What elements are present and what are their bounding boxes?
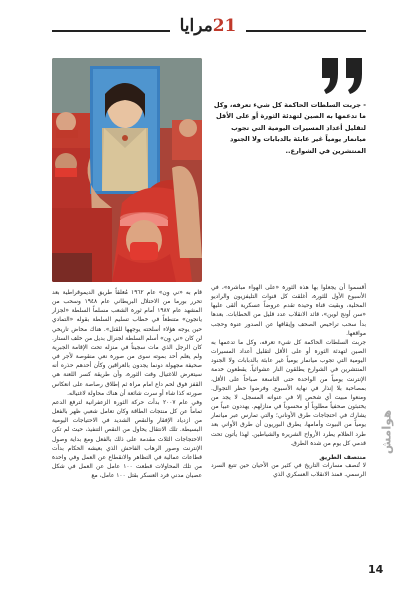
page-header bbox=[0, 0, 417, 46]
protest-photo bbox=[52, 58, 202, 282]
magazine-name: مرايا bbox=[179, 16, 213, 36]
magazine-title bbox=[176, 16, 240, 36]
right-paragraph-3: لا تُنصف مسارات التاريخ في كثير من الأحيان حين تتبع السرد الرسمي. فمنذ الانقلاب العسكري الذي bbox=[211, 462, 366, 479]
right-paragraph-2: جربت السلطات الحاكمة كل شيء تعرفه، وكل ما تدعمها به الصين لتهدئة الثورة أو على الأقل لتقليل أعداد المسيرات اليومية التي تجوب ميانمار يومياً غير عابئة بالدبابات ولا الجنود المنتشرين في الشوارع يطلقون النار عشوائياً. يقطعون خدمة الإنترنت يومياً من الواحدة حتى التاسعة صباحاً على الأقل، بمصاحبة بلا إنذار في نهاية الأسبوع. وفرضوا حظر التجوال. ومنعوا مبيت أي شخص إلا في عنوانه المسجل، لا يجد من يختبئون صحفياً مطلوباً أو محسوباً في منازلهم. يهددون عبياً من يشارك في احتجاجات طرق الأوناني؛ والتي تمارس عبر ميانمار يومياً من البيوت وأمامها، يطرق البوريون أن طرق الأواني بعد طرد الظلام يطرد الأرواح الشريرة والشياطين. لهذا يأتون تحت قدمي كل يوم من شدة الطرق. bbox=[211, 339, 366, 447]
left-paragraph-1: قام به «ني وِن» عام ١٩٦٢ مُغلقاً طريق الديموقراطية بعد تحرر بورما من الاحتلال البريطاني عام ١٩٤٨ وسحب من المشهد عام ١٩٨٧ أمام ثورة الشعب مسلماً السلطة «لجزار يانجون» متنطعاً في خطاب تسليم السلطة بقوله «التمادي حين يوجه هؤلاء أسلحته يوجهها للقتل». هناك مخاض تاريخي لن كان «ني وِن» أسلم السلطة لجنرال بديل من خلف الستار. كان الرجل الذي مات سجيناً في منزله تحت الإقامة الجبرية ولم يعلم أحد بموته سوى من صورة نعي منقوصة لأجر في صحيفة مجهولة دونما يجدون بالعراقين وكأن أحدهم حذره أنه سيتعرض للاغتيال وقت الثورة، وأن طريقة كسر اللعنة هي القفز فوق لحم داع امام مراة ثم إطلاق رصاصة على انعكاس صورته كذا شاء أو سرت شائعة أن هناك محاولة لاغتياله. bbox=[52, 290, 202, 397]
header-rule-left bbox=[52, 30, 170, 32]
right-paragraph-1: أقسموا أن يجعلوا بها هذه الثورة «على الهواء مباشرة»، في الأسبوع الأول للثورة، أغلقت كل قنوات التليفزيون والراديو المحلية، وبقيت قناة وحيدة تقدم عروضاً عسكرية ألقى عليها «سن أونج لوين»، قائد الانقلاب عدد قليل من الخطابات. بعدها بدأ سحب تراخيص الصحف وإيقافها عن الصدور عنوة وحجب مواقعها. bbox=[211, 285, 366, 337]
page-number: 14 bbox=[368, 563, 384, 576]
article-column-right bbox=[211, 284, 366, 480]
left-paragraph-2: وفي عام ٢٠٠٧ بدأت حركة الثورة الزعفرانية لترفع الدعم تماماً عن كل منتجات الطاقة وكان تعامل شعبي ظهر بالفعل من ازدياد الإفقار والنقص الشديد في الاحتياجات اليومية البسيطة. تلك الانتقال يحاول من النقص التنفيذ، حيث لم تكن الاحتجاجات الثلاث مقدمة على ذلك بالفعل ومع بداية وصول الإنترنت وصور الرهاب الفاحش الذي بعيشه الحكام بدأت قطاعات عمالية في التظاهر والانقطاع عن العمل وفي واحدة من تلك المحاولات قطعت ١٠٠ عامل عن العمل في شكل عصيان مدني فرد العسكر بقتل ١٠٠ عامل، مع bbox=[52, 399, 202, 480]
pull-quote: - جربت السلطات الحاكمة كل شيء تعرفه، وكل ما تدعمها به الصين لتهدئة الثورة أو على الأقل لتقليل أعداد المسيرات اليومية التي تجوب ميانمار يومياً غير عابئة بالدبابات ولا الجنود المنتشرين في الشوارع.. bbox=[213, 101, 366, 155]
quote-mark-icon bbox=[318, 56, 368, 96]
section-label-vertical bbox=[379, 380, 395, 484]
header-rule-right bbox=[246, 30, 366, 32]
section-label-text: هوامش bbox=[379, 409, 394, 455]
article-column-left bbox=[52, 289, 202, 481]
issue-number: 21 bbox=[212, 16, 237, 36]
section-subheading: منتصف الطريق bbox=[319, 453, 366, 461]
